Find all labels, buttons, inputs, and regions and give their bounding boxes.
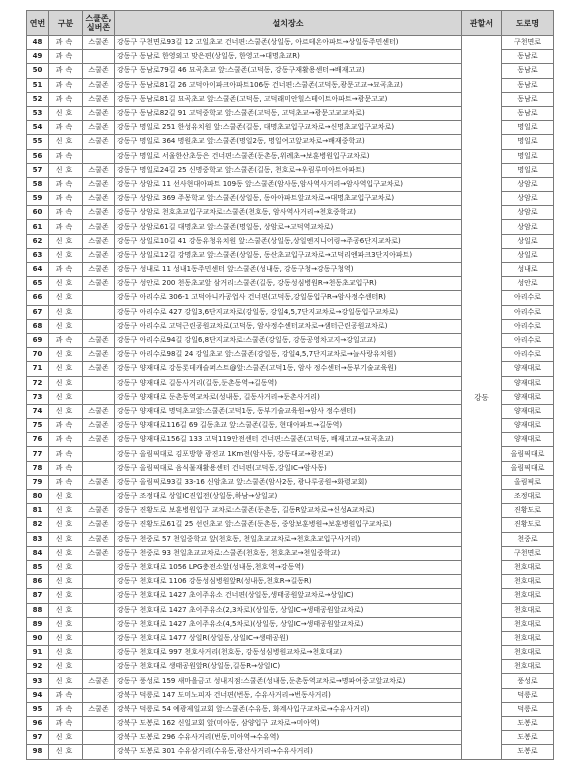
cell-road: 구천면로 — [502, 546, 554, 560]
cell-no: 56 — [27, 149, 49, 163]
cell-location: 강동구 올림픽대로 음식물재활용센터 건너편(고덕동,강일IC→암사동) — [115, 461, 462, 475]
cell-road: 진황도로 — [502, 518, 554, 532]
cell-type: 신호 — [49, 234, 83, 248]
cell-road: 양재대로 — [502, 390, 554, 404]
cell-location: 강동구 상암로61길 대명초교 앞:스쿨존(명일동, 상암로→고덕역교차로) — [115, 220, 462, 234]
cell-zone: 스쿨존 — [83, 419, 115, 433]
cell-type: 과속 — [49, 36, 83, 50]
cell-no: 98 — [27, 745, 49, 759]
cell-type: 신호 — [49, 490, 83, 504]
cell-no: 92 — [27, 660, 49, 674]
cell-type: 과속 — [49, 717, 83, 731]
cell-type: 신호 — [49, 376, 83, 390]
cell-road: 도봉로 — [502, 731, 554, 745]
cell-location: 강동구 천호대로 997 천호사거리(천호동, 강동성심병원교차로→천호대교) — [115, 646, 462, 660]
cell-zone: 스쿨존 — [83, 532, 115, 546]
cell-type: 신호 — [49, 248, 83, 262]
cell-no: 51 — [27, 78, 49, 92]
cell-road: 명일로 — [502, 121, 554, 135]
cell-zone — [83, 490, 115, 504]
cell-type: 과속 — [49, 447, 83, 461]
cell-type: 신호 — [49, 660, 83, 674]
cell-zone — [83, 575, 115, 589]
cell-road: 명일로 — [502, 135, 554, 149]
cell-no: 96 — [27, 717, 49, 731]
cell-location: 강동구 동남로81길 묘곡초교 앞:스쿨존(고덕동, 고덕래미안힐스테이트아파트→광문고교) — [115, 92, 462, 106]
cell-zone — [83, 50, 115, 64]
cell-road: 구천면로 — [502, 36, 554, 50]
cell-road: 조정대로 — [502, 490, 554, 504]
cell-location: 강동구 천호대로 1427 초이주유소(4,5차로)(상일동, 상일IC→생태공원앞교차로) — [115, 617, 462, 631]
cell-road: 명일로 — [502, 149, 554, 163]
cell-road: 천호대로 — [502, 646, 554, 660]
header-no: 연번 — [27, 11, 49, 36]
cell-no: 85 — [27, 560, 49, 574]
cell-road: 양재대로 — [502, 362, 554, 376]
cell-no: 49 — [27, 50, 49, 64]
cell-type: 신호 — [49, 546, 83, 560]
cell-zone: 스쿨존 — [83, 206, 115, 220]
cell-type: 신호 — [49, 362, 83, 376]
cell-location: 강동구 명일로 서울한산초등은 건너편:스쿨존(둔촌동,위례초→보훈병원입구교차로) — [115, 149, 462, 163]
cell-zone: 스쿨존 — [83, 333, 115, 347]
cell-zone: 스쿨존 — [83, 348, 115, 362]
cell-no: 91 — [27, 646, 49, 660]
cell-type: 신호 — [49, 404, 83, 418]
cell-location: 강동구 명일로 251 한성유치원 앞:스쿨존(길동, 대명초교입구교차로→신명초교입구교차로) — [115, 121, 462, 135]
cell-zone — [83, 149, 115, 163]
cell-zone — [83, 589, 115, 603]
cell-zone: 스쿨존 — [83, 177, 115, 191]
cell-location: 강동구 천호대로 1427 초이주유소(2,3차로)(상일동, 상일IC→생태공원앞교차로) — [115, 603, 462, 617]
camera-location-table — [26, 10, 554, 760]
cell-road: 성안로 — [502, 277, 554, 291]
cell-no: 67 — [27, 305, 49, 319]
cell-no: 52 — [27, 92, 49, 106]
cell-type: 신호 — [49, 504, 83, 518]
cell-zone: 스쿨존 — [83, 192, 115, 206]
cell-zone: 스쿨존 — [83, 277, 115, 291]
cell-location: 강동구 올림픽대로 김포방향 광진교 1Km전(암사동, 강동대교→광진교) — [115, 447, 462, 461]
cell-type: 신호 — [49, 575, 83, 589]
cell-no: 60 — [27, 206, 49, 220]
cell-no: 86 — [27, 575, 49, 589]
cell-location: 강동구 상암로 369 주몽학교 앞:스쿨존(상일동, 동아아파트앞교차로→대명초교입구교차로) — [115, 192, 462, 206]
cell-location: 강동구 양재대로116길 69 길동초교 앞:스쿨존(길동, 현대아파트→길동역) — [115, 419, 462, 433]
cell-type: 신호 — [49, 518, 83, 532]
cell-road: 아리수로 — [502, 291, 554, 305]
cell-no: 95 — [27, 702, 49, 716]
cell-location: 강동구 풍성로 159 새마을금고 성내지점:스쿨존(성내동,둔촌동역교차로→명파여중고앞교차로) — [115, 674, 462, 688]
cell-type: 과속 — [49, 92, 83, 106]
cell-road: 아리수로 — [502, 333, 554, 347]
cell-location: 강동구 양재대로 길동사거리(길동,둔촌동역→길동역) — [115, 376, 462, 390]
cell-zone: 스쿨존 — [83, 518, 115, 532]
cell-zone: 스쿨존 — [83, 702, 115, 716]
cell-type: 과속 — [49, 461, 83, 475]
cell-zone: 스쿨존 — [83, 433, 115, 447]
cell-location: 강동구 천호대로 1056 LPG충전소앞(성내동,천호역→강동역) — [115, 560, 462, 574]
cell-no: 61 — [27, 220, 49, 234]
cell-road: 도봉로 — [502, 745, 554, 759]
header-type: 구분 — [49, 11, 83, 36]
cell-no: 76 — [27, 433, 49, 447]
cell-road: 성내로 — [502, 263, 554, 277]
cell-type: 신호 — [49, 745, 83, 759]
cell-no: 62 — [27, 234, 49, 248]
cell-location: 강동구 아리수로 306-1 고덕아니카공업사 건너편(고덕동,강일동입구R→암사정수센터R) — [115, 291, 462, 305]
cell-location: 강동구 천중로 93 천일초교교차로:스쿨존(천호동, 천호초교→천일중학교) — [115, 546, 462, 560]
cell-location: 강동구 천호대로 생태공원앞R(상일동,길동R→상일IC) — [115, 660, 462, 674]
cell-type: 신호 — [49, 560, 83, 574]
cell-type: 과속 — [49, 177, 83, 191]
cell-zone: 스쿨존 — [83, 404, 115, 418]
cell-type: 신호 — [49, 277, 83, 291]
cell-zone — [83, 688, 115, 702]
cell-zone: 스쿨존 — [83, 234, 115, 248]
cell-no: 77 — [27, 447, 49, 461]
cell-type: 신호 — [49, 163, 83, 177]
cell-no: 54 — [27, 121, 49, 135]
cell-road: 동남로 — [502, 64, 554, 78]
cell-no: 72 — [27, 376, 49, 390]
cell-type: 과속 — [49, 419, 83, 433]
cell-zone: 스쿨존 — [83, 263, 115, 277]
cell-location: 강동구 성내로 11 성내1동주민센터 앞:스쿨존(성내동, 강동구청→강동구청역) — [115, 263, 462, 277]
cell-location: 강동구 상암로 11 선사현대아파트 109동 앞:스쿨존(암사동,암사역사거리→암사역입구교차로) — [115, 177, 462, 191]
cell-road: 동남로 — [502, 106, 554, 120]
cell-road: 천호대로 — [502, 617, 554, 631]
cell-type: 과속 — [49, 333, 83, 347]
header-location: 설치장소 — [115, 11, 462, 36]
cell-type: 신호 — [49, 617, 83, 631]
cell-no: 84 — [27, 546, 49, 560]
cell-zone: 스쿨존 — [83, 220, 115, 234]
cell-road: 천호대로 — [502, 631, 554, 645]
cell-road: 덕릉로 — [502, 702, 554, 716]
cell-road: 덕릉로 — [502, 688, 554, 702]
cell-no: 59 — [27, 192, 49, 206]
cell-road: 천호대로 — [502, 560, 554, 574]
cell-no: 57 — [27, 163, 49, 177]
cell-type: 신호 — [49, 603, 83, 617]
cell-road: 아리수로 — [502, 348, 554, 362]
cell-location: 강동구 천호대로 1427 초이주유소 건너편(상일동,생태공원앞교차로→상일IC) — [115, 589, 462, 603]
cell-no: 71 — [27, 362, 49, 376]
cell-road: 동남로 — [502, 92, 554, 106]
cell-no: 55 — [27, 135, 49, 149]
cell-location: 강동구 진황도로 보훈병원입구 교차로:스쿨존(둔촌동, 길동R앞교차로→신성A교차로) — [115, 504, 462, 518]
cell-location: 강북구 덕릉로 147 도미노피자 건너편(번동, 수유사거리→번동사거리) — [115, 688, 462, 702]
cell-zone — [83, 305, 115, 319]
cell-no: 69 — [27, 333, 49, 347]
cell-road: 천호대로 — [502, 603, 554, 617]
cell-location: 강북구 도봉로 301 수유삼거리(수유동,광산사거리→수유사거리) — [115, 745, 462, 759]
cell-no: 83 — [27, 532, 49, 546]
cell-location: 강동구 아리수로 427 강일3,6단지교차로(강일동, 강일4,5,7단지교차로→강일동입구교차로) — [115, 305, 462, 319]
cell-location: 강동구 동남로79길 46 묘곡초교 앞:스쿨존(고덕동, 강동구재활용센터→배재고교) — [115, 64, 462, 78]
cell-zone — [83, 461, 115, 475]
cell-road: 천호대로 — [502, 575, 554, 589]
cell-location: 강동구 진황도로61길 25 선린초교 앞:스쿨존(둔촌동, 중앙보훈병원→보훈병원입구교차로) — [115, 518, 462, 532]
cell-location: 강동구 상암로 천호초교입구교차로:스쿨존(천호동, 암사역사거리→천호중학교) — [115, 206, 462, 220]
cell-road: 상암로 — [502, 206, 554, 220]
cell-no: 64 — [27, 263, 49, 277]
cell-no: 48 — [27, 36, 49, 50]
cell-no: 90 — [27, 631, 49, 645]
cell-location: 강동구 천중로 57 천일중학교 앞(천호동, 천일초교교차로→천호초교입구사거리) — [115, 532, 462, 546]
cell-zone: 스쿨존 — [83, 64, 115, 78]
cell-type: 과속 — [49, 220, 83, 234]
cell-location: 강동구 아리수로98길 24 강일초교 앞:스쿨존(강일동, 강일4,5,7단지교차로→늘사랑유치원) — [115, 348, 462, 362]
cell-zone — [83, 617, 115, 631]
cell-zone — [83, 447, 115, 461]
cell-road: 동남로 — [502, 50, 554, 64]
cell-no: 81 — [27, 504, 49, 518]
cell-type: 신호 — [49, 291, 83, 305]
cell-no: 68 — [27, 319, 49, 333]
cell-road: 명일로 — [502, 163, 554, 177]
cell-zone: 스쿨존 — [83, 362, 115, 376]
cell-type: 과속 — [49, 433, 83, 447]
cell-zone — [83, 603, 115, 617]
cell-location: 강북구 도봉로 296 수유사거리(번동,미아역→수유역) — [115, 731, 462, 745]
cell-type: 과속 — [49, 206, 83, 220]
cell-location: 강동구 명일로24길 25 신명중학교 앞:스쿨존(길동, 천호로→우림루미아트아파트) — [115, 163, 462, 177]
cell-type: 신호 — [49, 532, 83, 546]
cell-road: 아리수로 — [502, 319, 554, 333]
cell-type: 신호 — [49, 674, 83, 688]
table-row — [27, 36, 554, 50]
cell-type: 신호 — [49, 319, 83, 333]
cell-no: 93 — [27, 674, 49, 688]
cell-type: 신호 — [49, 106, 83, 120]
cell-zone: 스쿨존 — [83, 674, 115, 688]
cell-road: 천호대로 — [502, 660, 554, 674]
cell-zone: 스쿨존 — [83, 36, 115, 50]
cell-location: 강동구 동남로82길 91 고덕중학교 앞:스쿨존(고덕동, 고덕초교→광문고교교차로) — [115, 106, 462, 120]
cell-location: 강동구 성안로 200 천동초교앞 삼거리:스쿨존(길동, 강동성심병원R→천동초교입구R) — [115, 277, 462, 291]
cell-location: 강동구 상일로12길 강명초교 앞:스쿨존(상일동, 동산초교입구교차로→고덕리엔파크3단지아파트) — [115, 248, 462, 262]
cell-location: 강동구 양재대로 둔촌동역교차로(성내동, 길동사거리→둔촌사거리) — [115, 390, 462, 404]
cell-type: 신호 — [49, 631, 83, 645]
cell-type: 과속 — [49, 475, 83, 489]
cell-zone — [83, 291, 115, 305]
header-jurisdiction: 관할서 — [462, 11, 502, 36]
cell-zone: 스쿨존 — [83, 92, 115, 106]
cell-type: 과속 — [49, 192, 83, 206]
cell-no: 70 — [27, 348, 49, 362]
cell-zone: 스쿨존 — [83, 248, 115, 262]
cell-zone: 스쿨존 — [83, 78, 115, 92]
cell-road: 천호대로 — [502, 589, 554, 603]
cell-road: 양재대로 — [502, 419, 554, 433]
cell-road: 상일로 — [502, 248, 554, 262]
cell-no: 78 — [27, 461, 49, 475]
cell-zone: 스쿨존 — [83, 121, 115, 135]
cell-no: 53 — [27, 106, 49, 120]
cell-location: 강동구 구천면로93길 12 고일초교 건너편:스쿨존(상일동, 아르테온아파트→상일동주민센터) — [115, 36, 462, 50]
cell-zone: 스쿨존 — [83, 546, 115, 560]
cell-type: 신호 — [49, 589, 83, 603]
cell-road: 양재대로 — [502, 376, 554, 390]
cell-type: 과속 — [49, 149, 83, 163]
cell-location: 강동구 천호대로 1106 강동성심병원앞R(성내동,천호R→길동R) — [115, 575, 462, 589]
cell-road: 진황도로 — [502, 504, 554, 518]
cell-zone: 스쿨존 — [83, 163, 115, 177]
cell-road: 올림픽대로 — [502, 461, 554, 475]
cell-zone — [83, 717, 115, 731]
cell-location: 강북구 도봉로 162 신일교회 앞(미아동, 삼양입구 교차로→미아역) — [115, 717, 462, 731]
cell-type: 신호 — [49, 731, 83, 745]
cell-location: 강동구 동남로81길 26 고덕아이파크아파트106동 건너편:스쿨존(고덕동,광문고교→묘곡초교) — [115, 78, 462, 92]
cell-zone: 스쿨존 — [83, 135, 115, 149]
cell-location: 강북구 덕릉로 54 예광제일교회 앞:스쿨존(수유동, 화계사입구교차로→수유사거리) — [115, 702, 462, 716]
cell-location: 강동구 동남로 한영외고 맞은편(상일동, 한영고→대명초교R) — [115, 50, 462, 64]
cell-type: 과속 — [49, 702, 83, 716]
cell-road: 양재대로 — [502, 404, 554, 418]
cell-no: 82 — [27, 518, 49, 532]
cell-location: 강동구 올림픽로93길 33-16 신암초교 앞:스쿨존(암사2동, 광나루공원→화령교회) — [115, 475, 462, 489]
cell-road: 도봉로 — [502, 717, 554, 731]
cell-zone — [83, 731, 115, 745]
cell-road: 상암로 — [502, 220, 554, 234]
cell-no: 94 — [27, 688, 49, 702]
cell-no: 87 — [27, 589, 49, 603]
cell-location: 강동구 조정대로 상일IC진입전(상일동,하남→상일교) — [115, 490, 462, 504]
cell-road: 천중로 — [502, 532, 554, 546]
cell-zone — [83, 560, 115, 574]
cell-no: 74 — [27, 404, 49, 418]
table-header-row — [27, 11, 554, 36]
cell-no: 65 — [27, 277, 49, 291]
cell-zone — [83, 390, 115, 404]
cell-zone — [83, 660, 115, 674]
cell-zone — [83, 319, 115, 333]
cell-road: 풍성로 — [502, 674, 554, 688]
cell-location: 강동구 양재대로156길 133 고덕119안전센터 건너편:스쿨존(고덕동, 배재고교→묘곡초교) — [115, 433, 462, 447]
cell-no: 97 — [27, 731, 49, 745]
cell-zone: 스쿨존 — [83, 475, 115, 489]
cell-zone — [83, 376, 115, 390]
cell-location: 강동구 양재대로 명덕초교앞:스쿨존(고덕1동, 동부기술교육원→암사 정수센터) — [115, 404, 462, 418]
cell-road: 동남로 — [502, 78, 554, 92]
cell-road: 상암로 — [502, 177, 554, 191]
header-road: 도로명 — [502, 11, 554, 36]
cell-no: 73 — [27, 390, 49, 404]
cell-road: 양재대로 — [502, 433, 554, 447]
cell-no: 58 — [27, 177, 49, 191]
cell-jurisdiction: 강동 — [462, 36, 502, 760]
cell-zone — [83, 631, 115, 645]
cell-type: 신호 — [49, 135, 83, 149]
cell-type: 과속 — [49, 64, 83, 78]
cell-no: 63 — [27, 248, 49, 262]
cell-type: 신호 — [49, 646, 83, 660]
header-silver: 스쿨존, 실버존 — [83, 11, 115, 36]
cell-no: 79 — [27, 475, 49, 489]
cell-type: 과속 — [49, 78, 83, 92]
cell-type: 신호 — [49, 305, 83, 319]
cell-road: 아리수로 — [502, 305, 554, 319]
cell-no: 88 — [27, 603, 49, 617]
cell-no: 80 — [27, 490, 49, 504]
cell-zone: 스쿨존 — [83, 106, 115, 120]
cell-type: 과속 — [49, 121, 83, 135]
cell-location: 강동구 상일로10길 41 강동유청유치원 앞:스쿨존(상일동,상일엔지니어링→주공6단지교차로) — [115, 234, 462, 248]
cell-type: 과속 — [49, 263, 83, 277]
cell-zone — [83, 745, 115, 759]
cell-location: 강동구 천호대로 1477 상일R(상일동,상일IC→생태공원) — [115, 631, 462, 645]
cell-zone: 스쿨존 — [83, 504, 115, 518]
cell-no: 75 — [27, 419, 49, 433]
cell-location: 강동구 아리수로94길 강일6,8단지교차로:스쿨존(강일동, 강동공영차고지→강일고교) — [115, 333, 462, 347]
cell-type: 과속 — [49, 50, 83, 64]
cell-type: 신호 — [49, 348, 83, 362]
cell-road: 올림픽대로 — [502, 447, 554, 461]
cell-zone — [83, 646, 115, 660]
cell-location: 강동구 양재대로 강동롯데캐슬퍼스트@앞:스쿨존(고덕1동, 암사 정수센터→동부기술교육원) — [115, 362, 462, 376]
cell-location: 강동구 아리수로 고덕근린공원교차로(고덕동, 암사정수센터교차로→샘터근린공원교차로) — [115, 319, 462, 333]
cell-type: 과속 — [49, 688, 83, 702]
cell-no: 89 — [27, 617, 49, 631]
cell-location: 강동구 명일로 364 명원초교 앞:스쿨존(명일2동, 명일여고앞교차로→배재중학교) — [115, 135, 462, 149]
cell-no: 50 — [27, 64, 49, 78]
cell-road: 올림픽로 — [502, 475, 554, 489]
cell-road: 상암로 — [502, 192, 554, 206]
cell-type: 신호 — [49, 390, 83, 404]
cell-road: 상일로 — [502, 234, 554, 248]
cell-no: 66 — [27, 291, 49, 305]
